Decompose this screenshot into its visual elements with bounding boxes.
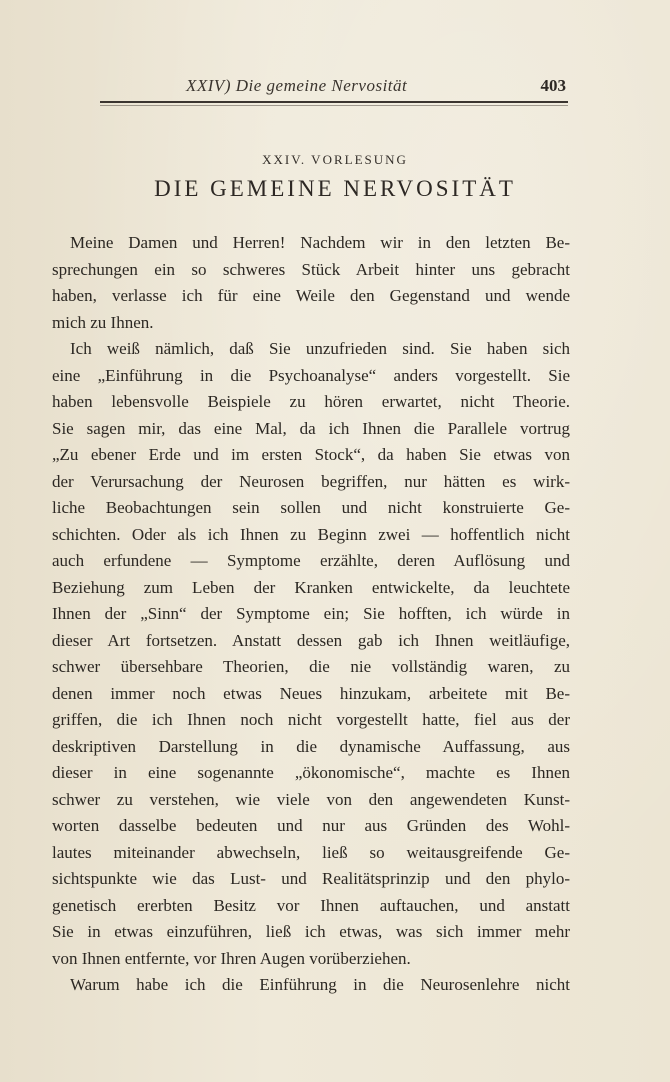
text-line: eine „Einführung in die Psychoanalyse“ anders vorgestellt. Sie <box>52 365 570 385</box>
text-line: dieser in eine sogenannte „ökonomische“, machte es Ihnen <box>52 763 570 782</box>
text-line: liche Beobachtungen sein sollen und nicht konstruierte Ge- <box>52 498 570 517</box>
page-number: 403 <box>540 76 566 95</box>
text-line: Sie sagen mir, das eine Mal, da ich Ihnen die Parallele vortrug <box>52 418 570 438</box>
text-line: schwer übersehbare Theorien, die nie vollständig waren, zu <box>52 657 570 676</box>
text-line: griffen, die ich Ihnen noch nicht vorgestellt hatte, fiel aus der <box>52 710 570 729</box>
lecture-title: DIE GEMEINE NERVOSITÄT <box>154 176 516 201</box>
text-line: der Verursachung der Neurosen begriffen, nur hätten es wirk- <box>52 471 570 491</box>
text-line: sichtspunkte wie das Lust- und Realitätsprinzip und den phylo- <box>52 869 570 888</box>
text-line: denen immer noch etwas Neues hinzukam, arbeitete mit Be- <box>52 683 570 703</box>
body-text <box>52 230 570 999</box>
text-line: Meine Damen und Herren! Nachdem wir in den letzten Be- <box>70 233 570 252</box>
header-rule-thin <box>100 105 568 106</box>
text-line: dieser Art fortsetzen. Anstatt dessen gab ich Ihnen weitläufige, <box>52 630 570 650</box>
text-line: Ihnen der „Sinn“ der Symptome ein; Sie hofften, ich würde in <box>52 604 570 623</box>
text-line: genetisch ererbten Besitz vor Ihnen auftauchen, und anstatt <box>52 895 570 915</box>
running-head-title: XXIV) Die gemeine Nervosität <box>186 76 408 95</box>
text-line: Sie in etwas einzuführen, ließ ich etwas, was sich immer mehr <box>52 922 570 941</box>
header-rule <box>100 101 568 103</box>
text-line: „Zu ebener Erde und im ersten Stock“, da haben Sie etwas von <box>52 445 570 464</box>
lecture-number: XXIV. VORLESUNG <box>262 152 408 167</box>
text-line: auch erfundene — Symptome erzählte, deren Auflösung und <box>52 551 570 570</box>
running-head <box>186 76 566 100</box>
text-line: schwer zu verstehen, wie viele von den angewendeten Kunst- <box>52 789 570 809</box>
text-line: worten dasselbe bedeuten und nur aus Gründen des Wohl- <box>52 816 570 835</box>
text-line: schichten. Oder als ich Ihnen zu Beginn zwei — hoffentlich nicht <box>52 524 570 544</box>
text-line: deskriptiven Darstellung in die dynamische Auffassung, aus <box>52 736 570 756</box>
text-line: Warum habe ich die Einführung in die Neurosenlehre nicht <box>70 975 570 994</box>
text-line: haben lebensvolle Beispiele zu hören erwartet, nicht Theorie. <box>52 392 570 411</box>
text-line: mich zu Ihnen. <box>52 312 154 332</box>
text-line: Ich weiß nämlich, daß Sie unzufrieden sind. Sie haben sich <box>70 339 570 358</box>
text-line: Beziehung zum Leben der Kranken entwickelte, da leuchtete <box>52 577 570 597</box>
text-line: lautes miteinander abwechseln, ließ so weitausgreifende Ge- <box>52 842 570 862</box>
text-line: haben, verlasse ich für eine Weile den Gegenstand und wende <box>52 286 570 305</box>
text-line: von Ihnen entfernte, vor Ihren Augen vorüberziehen. <box>52 948 411 968</box>
text-line: sprechungen ein so schweres Stück Arbeit hinter uns gebracht <box>52 259 570 279</box>
